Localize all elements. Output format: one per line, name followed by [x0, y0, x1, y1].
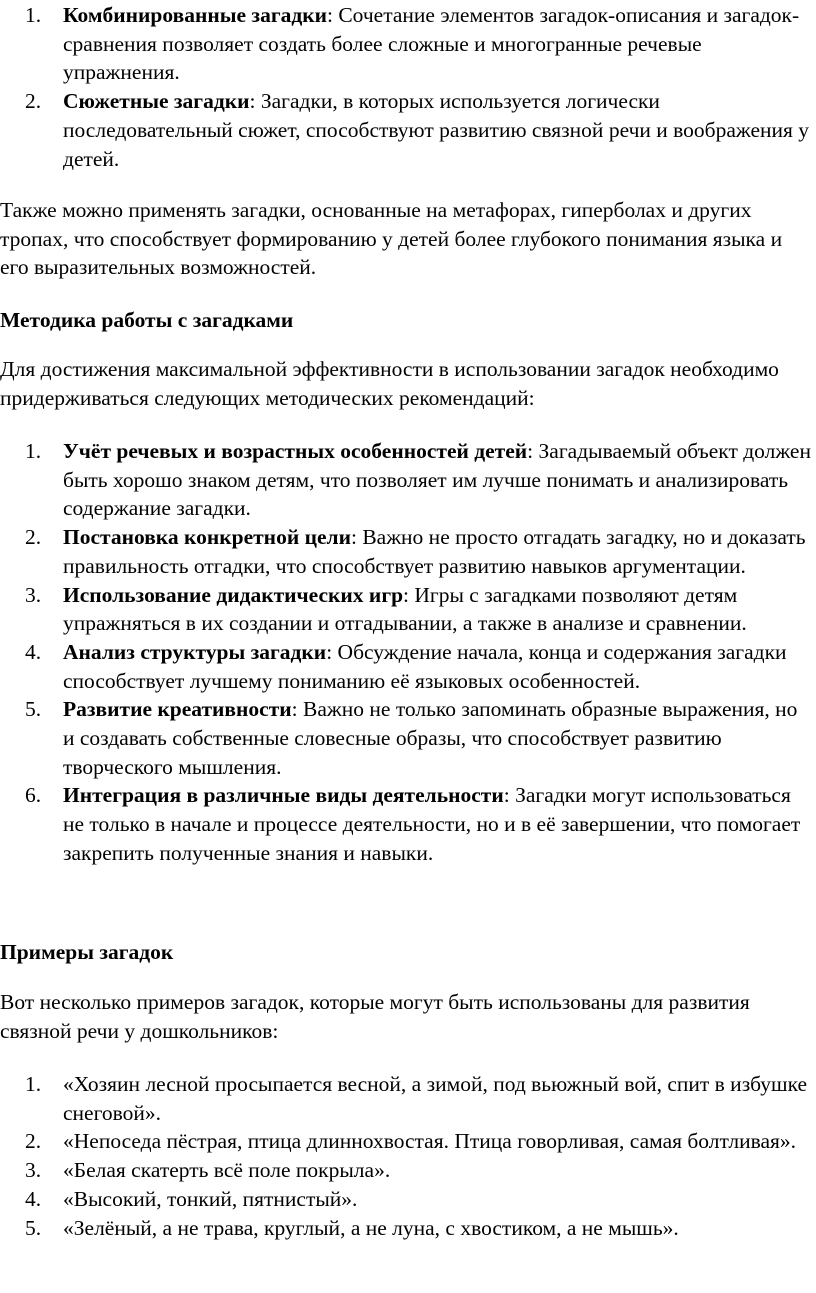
list-item — [0, 638, 816, 695]
paragraph-tropes: Также можно применять загадки, основанные на метафорах, гиперболах и других тропах, что способствует формированию у детей более глубокого понимания языка и его выразительных возможностей. — [0, 198, 783, 280]
list-item-text: : Важно не только запоминать образные выражения, но и создавать собственные словесные образы, что способствует развитию творческого мышления. — [63, 697, 798, 779]
list-number: 2. — [25, 89, 42, 114]
list-number: 5. — [25, 1215, 42, 1240]
list-number: 3. — [25, 1158, 42, 1183]
paragraph-examples-intro: Вот несколько примеров загадок, которые могут быть использованы для развития связной речи у дошкольников: — [0, 990, 750, 1043]
list-number: 1. — [25, 1072, 42, 1096]
list-item — [0, 695, 816, 781]
list-item — [0, 1127, 816, 1156]
list-item-title: Постановка конкретной цели — [63, 525, 351, 550]
list-item-title: Развитие креативности — [63, 697, 292, 722]
list-item — [0, 1070, 816, 1127]
list-item — [0, 1, 816, 87]
list-item-text: : Сочетание элементов загадок-описания и загадок-сравнения позволяет создать более сложные и многогранные речевые упражнения. — [63, 3, 800, 85]
list-item-title: Сюжетные загадки — [63, 89, 250, 114]
list-item — [0, 87, 816, 173]
list-item — [0, 437, 816, 523]
list-item-text: «Высокий, тонкий, пятнистый». — [63, 1186, 358, 1211]
list-item — [0, 1185, 816, 1214]
list-number: 3. — [25, 582, 42, 607]
riddle-types-list — [0, 1, 816, 173]
list-item-title: Интеграция в различные виды деятельности — [63, 783, 504, 808]
list-number: 1. — [25, 3, 42, 27]
list-item-text: : Важно не просто отгадать загадку, но и доказать правильность отгадки, что способствует развитию навыков аргументации. — [63, 525, 806, 578]
list-item-title: Использование дидактических игр — [63, 582, 404, 607]
section-heading-methodology: Методика работы с загадками — [0, 308, 294, 332]
section-heading-examples: Примеры загадок — [0, 940, 174, 964]
list-item — [0, 781, 816, 867]
list-item-title: Анализ структуры загадки — [63, 639, 327, 664]
list-item-text: : Загадываемый объект должен быть хорошо знаком детям, что позволяет им лучше понимать и анализировать содержание загадки. — [63, 439, 811, 521]
list-number: 4. — [25, 639, 42, 664]
list-number: 4. — [25, 1186, 42, 1211]
list-number: 2. — [25, 1129, 42, 1154]
list-number: 1. — [25, 439, 42, 463]
list-item-text: : Игры с загадками позволяют детям упражняться в их создании и отгадывании, а также в анализе и сравнении. — [63, 582, 747, 636]
list-item — [0, 581, 816, 638]
list-item-text: : Обсуждение начала, конца и содержания загадки способствует лучшему пониманию её языковых особенностей. — [63, 639, 787, 693]
list-item — [0, 1214, 816, 1243]
list-number: 6. — [25, 783, 42, 808]
list-number: 5. — [25, 697, 42, 722]
list-number: 2. — [25, 525, 42, 550]
recommendations-list — [0, 437, 816, 868]
list-item-text: «Зелёный, а не трава, круглый, а не луна, с хвостиком, а не мышь». — [63, 1215, 679, 1240]
list-item-text: : Загадки, в которых используется логически последовательный сюжет, способствуют развитию связной речи и воображения у детей. — [63, 89, 810, 171]
list-item-text: «Непоседа пёстрая, птица длиннохвостая. Птица говорливая, самая болтливая». — [63, 1129, 797, 1154]
list-item — [0, 1156, 816, 1185]
list-item-title: Комбинированные загадки — [63, 3, 327, 27]
list-item-text: «Хозяин лесной просыпается весной, а зимой, под вьюжный вой, спит в избушке снеговой». — [63, 1072, 808, 1125]
list-item-title: Учёт речевых и возрастных особенностей детей — [63, 439, 528, 463]
list-item — [0, 523, 816, 580]
list-item-text: : Загадки могут использоваться не только в начале и процессе деятельности, но и в её завершении, что помогает закрепить полученные знания и навыки. — [63, 783, 801, 865]
paragraph-recommendations-intro: Для достижения максимальной эффективности в использовании загадок необходимо придерживаться следующих методических рекомендаций: — [0, 357, 779, 410]
list-item-text: «Белая скатерть всё поле покрыла». — [63, 1158, 391, 1183]
riddle-examples-list — [0, 1070, 816, 1242]
